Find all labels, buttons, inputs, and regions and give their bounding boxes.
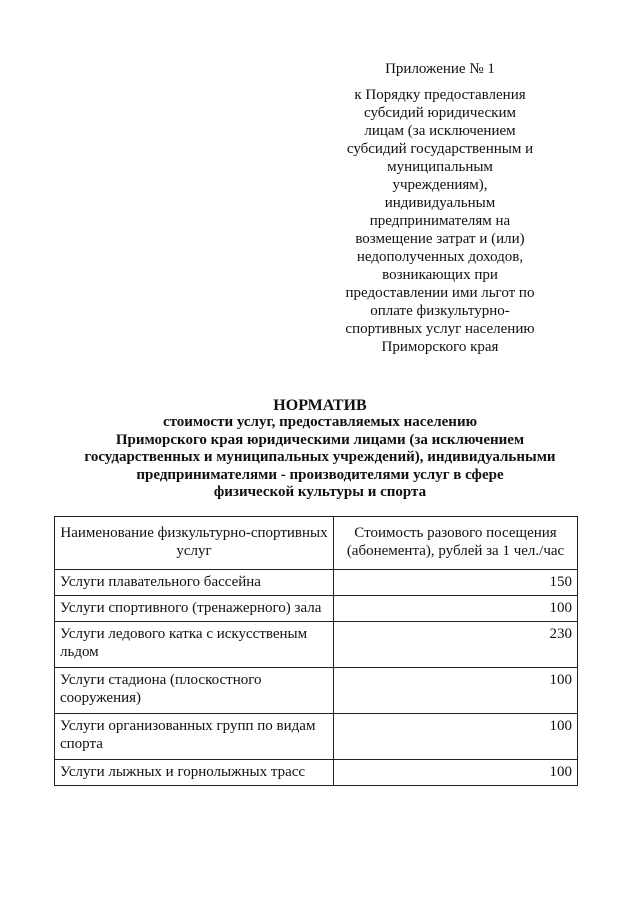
appendix-line: субсидий юридическим (364, 105, 516, 121)
appendix-line: возникающих при (382, 267, 498, 283)
appendix-line: муниципальным (387, 159, 493, 175)
table-row (55, 760, 578, 786)
service-name-cell: Услуги стадиона (плоскостного сооружения) (55, 668, 334, 714)
appendix-line: недополученных доходов, (356, 249, 524, 265)
document-heading: НОРМАТИВ (273, 397, 367, 414)
appendix-line: Приморского края (381, 339, 499, 355)
table-row (55, 596, 578, 622)
service-name-cell: Услуги ледового катка с искусственым льдом (55, 622, 334, 668)
price-cell: 100 (334, 596, 578, 622)
appendix-line: субсидий государственным и (346, 141, 534, 157)
table-row (55, 622, 578, 668)
subtitle-line: физической культуры и спорта (213, 484, 427, 500)
service-name-cell: Услуги лыжных и горнолыжных трасс (55, 760, 334, 786)
appendix-line: лицам (за исключением (364, 123, 516, 139)
price-cell: 150 (334, 570, 578, 596)
subtitle-line: предпринимателями - производителями услуг в сфере (136, 466, 504, 483)
service-name-cell: Услуги спортивного (тренажерного) зала (55, 596, 334, 622)
header-service-name: Наименование физкультурно-спортивных услуг (55, 517, 334, 570)
service-name-cell: Услуги организованных групп по видам спорта (55, 714, 334, 760)
subtitle-line: государственных и муниципальных учреждений), индивидуальными (84, 449, 556, 465)
appendix-line: индивидуальным (384, 195, 496, 211)
service-name-cell: Услуги плавательного бассейна (55, 570, 334, 596)
price-cell: 100 (334, 668, 578, 714)
table-row (55, 668, 578, 714)
appendix-title: Приложение № 1 (385, 61, 495, 77)
tariff-table (54, 516, 578, 786)
appendix-line: к Порядку предоставления (354, 87, 526, 103)
subtitle-line: Приморского края юридическими лицами (за исключением (115, 431, 525, 448)
price-cell: 100 (334, 714, 578, 760)
price-cell: 230 (334, 622, 578, 668)
appendix-line: возмещение затрат и (или) (355, 231, 525, 247)
appendix-line: предоставлении ими льгот по (345, 285, 535, 301)
document-subtitle (40, 414, 600, 502)
price-cell: 100 (334, 760, 578, 786)
appendix-reference (330, 86, 550, 356)
appendix-line: спортивных услуг населению (345, 321, 535, 337)
header-price: Стоимость разового посещения (абонемента), рублей за 1 чел./час (334, 517, 578, 570)
appendix-line: оплате физкультурно- (370, 303, 510, 319)
table-row (55, 714, 578, 760)
table-header-row (55, 517, 578, 570)
table-row (55, 570, 578, 596)
subtitle-line: стоимости услуг, предоставляемых населению (162, 414, 478, 430)
appendix-line: предпринимателям на (369, 213, 511, 229)
appendix-line: учреждениям), (392, 177, 488, 193)
